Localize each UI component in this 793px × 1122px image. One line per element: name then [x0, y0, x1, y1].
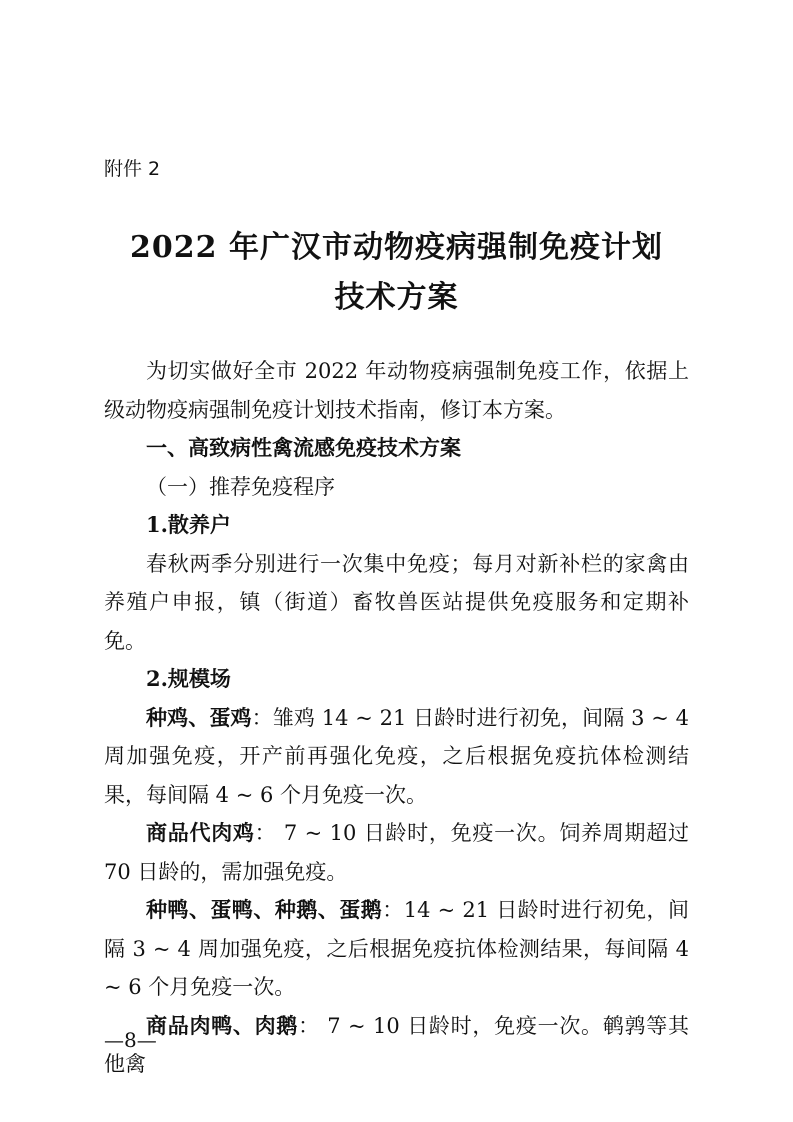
subsection-heading-1: （一）推荐免疫程序 — [146, 474, 335, 499]
paragraph-text: ： 7 ~ 10 日龄时，免疫一次。饲养周期超过 70 日龄的，需加强免疫。 — [104, 821, 689, 884]
paragraph-text: ：雏鸡 14 ~ 21 日龄时进行初免，间隔 3 ~ 4 周加强免疫，开产前再强化免疫，之后根据免疫抗体检测结果，每间隔 4 ~ 6 个月免疫一次。 — [104, 705, 690, 807]
paragraph-label: 种鸭、蛋鸭、种鹅、蛋鹅 — [146, 897, 383, 922]
paragraph-meat-duck-goose — [104, 1007, 689, 1084]
intro-paragraph: 为切实做好全市 2022 年动物疫病强制免疫工作，依据上级动物疫病强制免疫计划技术指南，修订本方案。 — [104, 359, 689, 422]
paragraph-broiler-chicken — [104, 814, 689, 891]
paragraph-label: 商品肉鸭、肉鹅 — [146, 1012, 299, 1038]
document-body — [104, 352, 689, 1084]
document-title-line2: 技术方案 — [334, 280, 459, 315]
paragraph-text: ：14 ~ 21 日龄时进行初免，间隔 3 ~ 4 周加强免疫，之后根据免疫抗体检测结果，每间隔 4 ~ 6 个月免疫一次。 — [104, 898, 689, 999]
paragraph-breeder-layer-chicken — [104, 699, 689, 815]
item-heading-1: 1.散养户 — [146, 512, 231, 537]
paragraph-label: 商品代肉鸡 — [146, 820, 255, 845]
attachment-label: 附件 2 — [104, 158, 161, 180]
paragraph-label: 种鸡、蛋鸡 — [146, 704, 252, 730]
page-number: —8— — [104, 1028, 157, 1052]
document-title-line1: 2022 年广汉市动物疫病强制免疫计划 — [130, 230, 663, 265]
item-heading-2: 2.规模场 — [146, 666, 231, 691]
paragraph-text: ： 7 ~ 10 日龄时，免疫一次。鹌鹑等其他禽 — [104, 1013, 689, 1076]
section-heading-1: 一、高致病性禽流感免疫技术方案 — [146, 436, 461, 460]
paragraph-breeder-layer-duck-goose — [104, 891, 689, 1007]
item-paragraph-1: 春秋两季分别进行一次集中免疫；每月对新补栏的家禽由养殖户申报，镇（街道）畜牧兽医站提供免疫服务和定期补免。 — [104, 551, 689, 653]
